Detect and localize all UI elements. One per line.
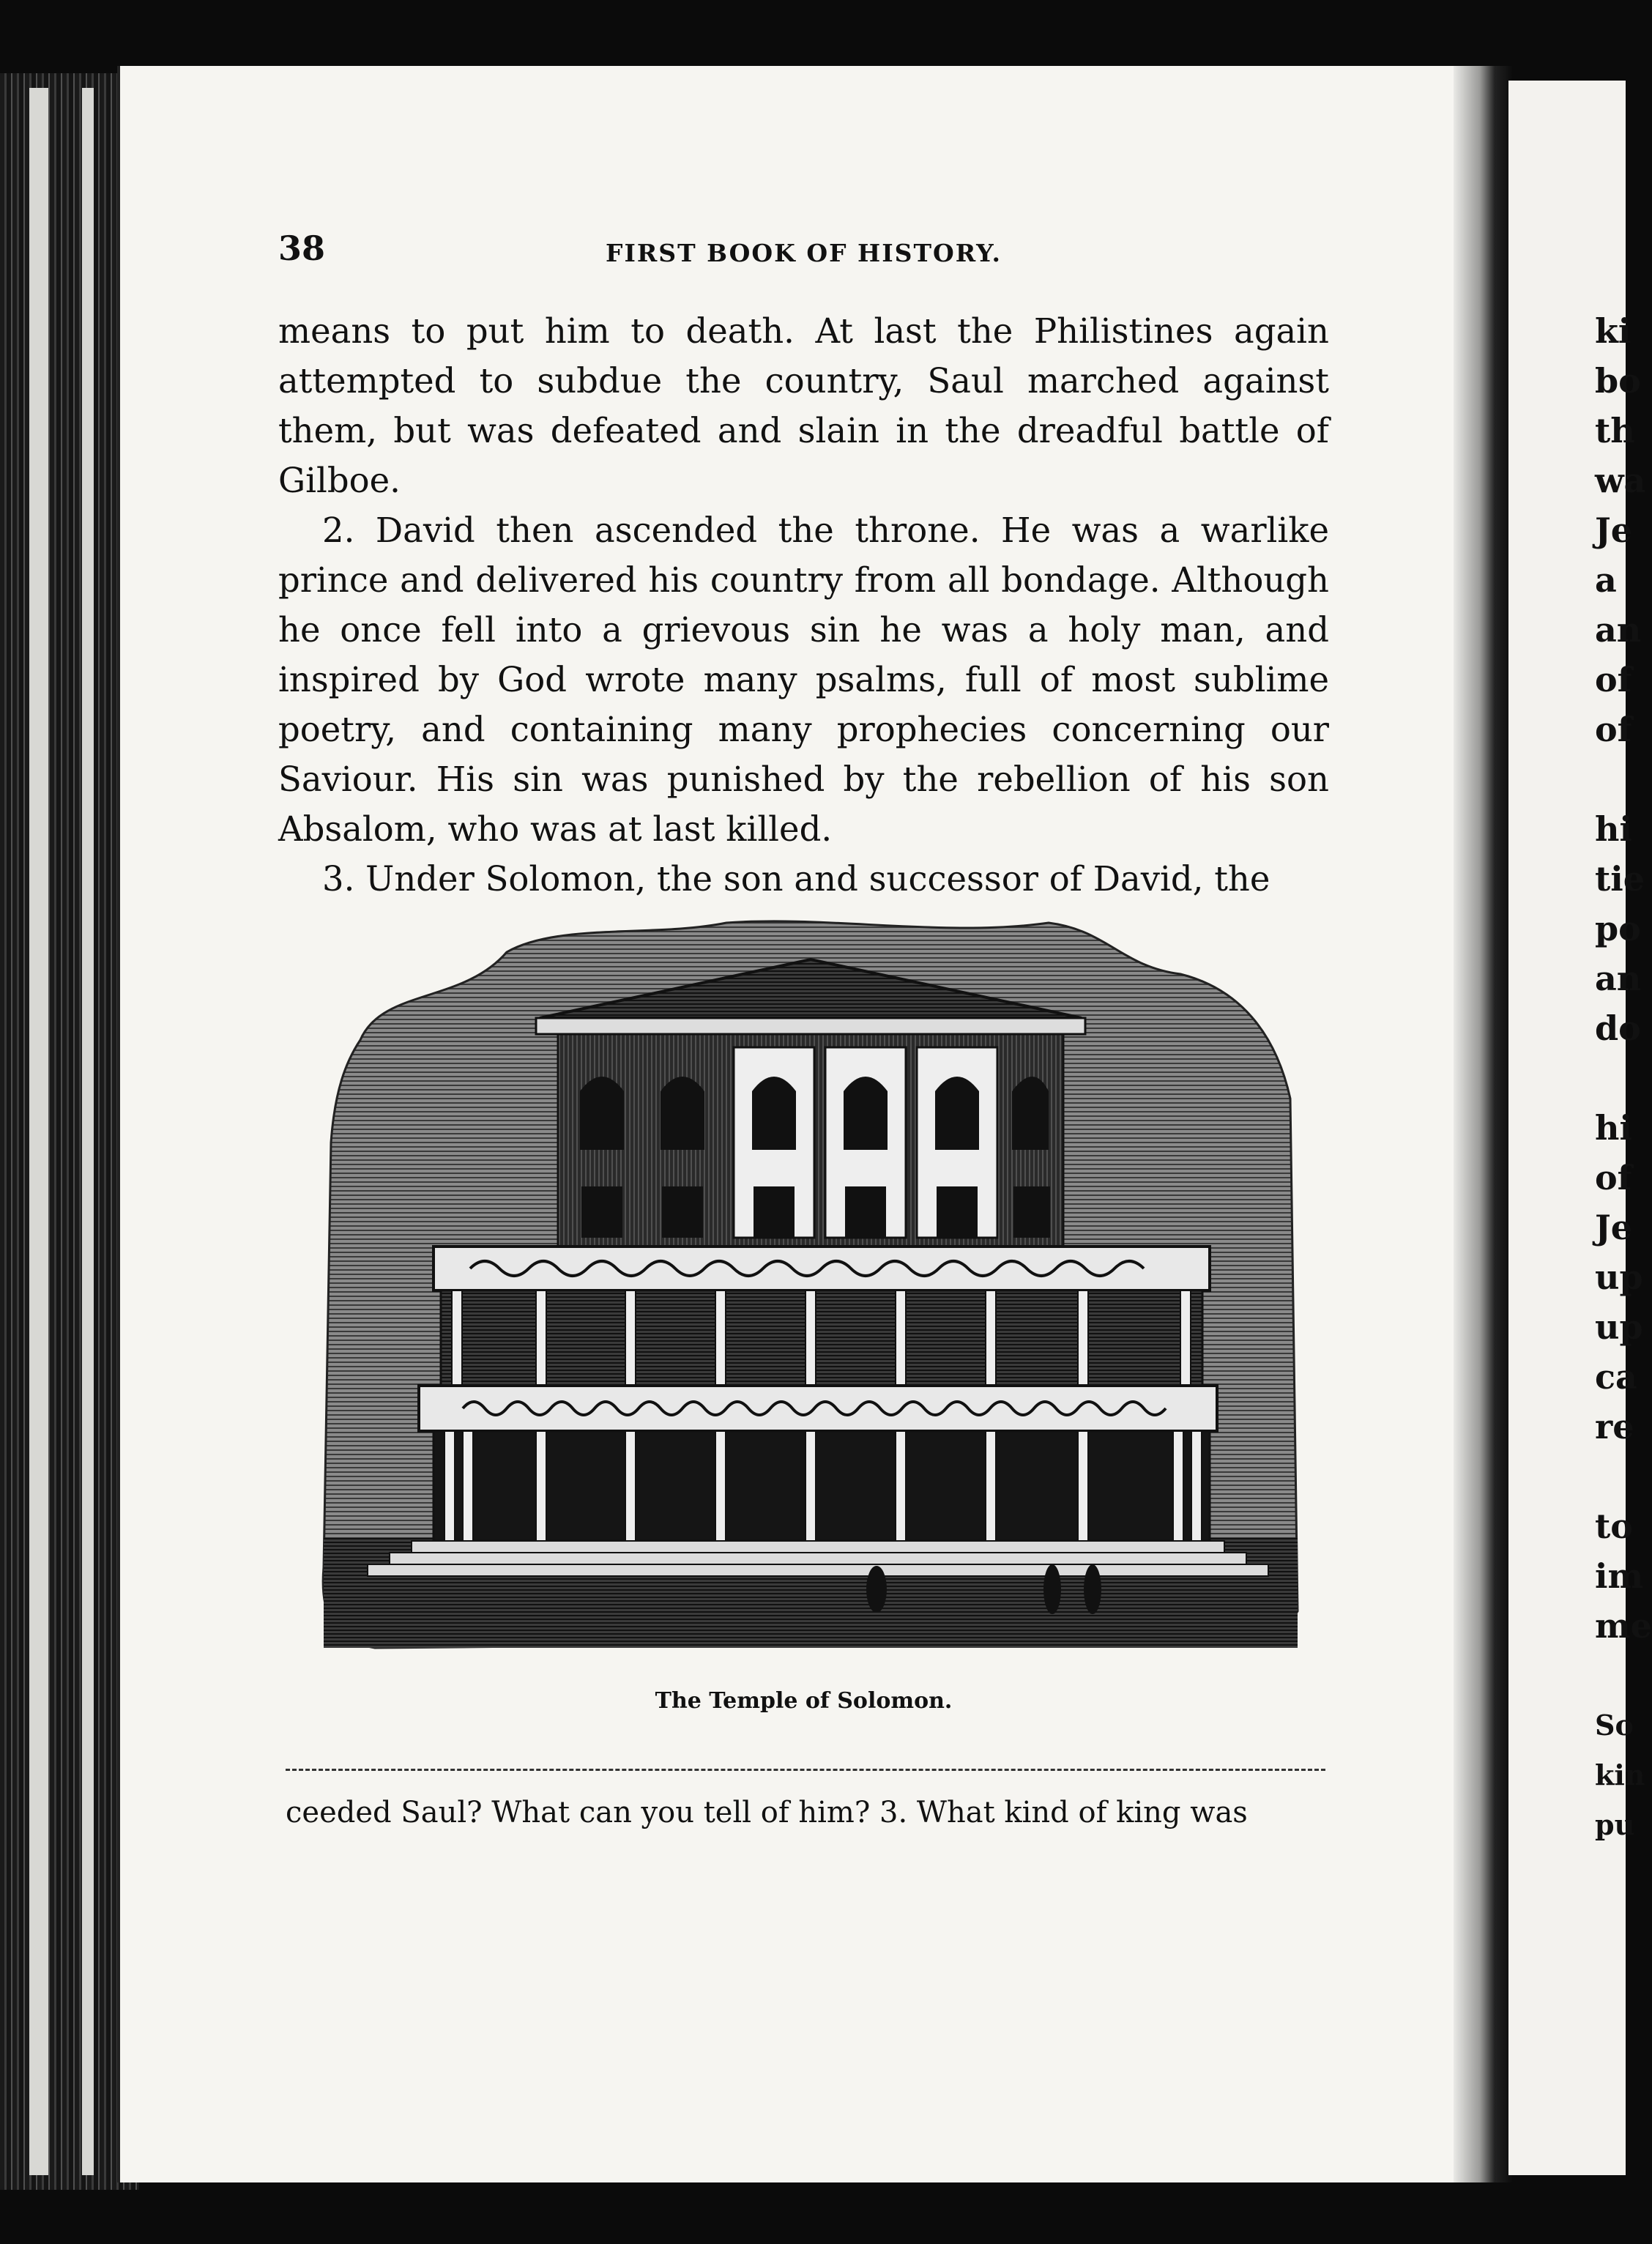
page-header: [278, 229, 1329, 272]
fragment: to: [1595, 1506, 1633, 1546]
fragment: [1595, 754, 1626, 804]
fragment: kin: [1595, 1758, 1645, 1791]
page-edge-light: [82, 88, 94, 2175]
dashed-divider: [286, 1769, 1325, 1771]
page-number: 38: [278, 229, 326, 268]
fragment: ki: [1595, 311, 1631, 351]
fragment: pu: [1595, 1808, 1635, 1841]
paragraph-1: means to put him to death. At last the Philistines again attempted to subdue the country, Saul marched against them, but was defeated and slain in the dreadful battle of Gilboe.: [278, 311, 1329, 500]
paragraph-2: 2. David then ascended the throne. He was a warlike prince and delivered his country from all bondage. Although he once fell into a grievous sin he was a holy man, and inspired by God wrote many psalms, full of most sublime poetry, and containing many prophecies concerning our Saviour. His sin was punished by the rebellion of his son Absalom, who was at last killed.: [278, 510, 1329, 849]
facing-page-fragments: [1595, 306, 1652, 1850]
fragment: an: [1595, 610, 1642, 650]
book-gutter: [1454, 66, 1512, 2182]
temple-engraving: [316, 908, 1305, 1677]
fragment: [1595, 1452, 1626, 1501]
fragment: of: [1595, 1158, 1632, 1197]
fragment: Je: [1595, 510, 1633, 550]
fragment: [1595, 1651, 1626, 1701]
fragment: me: [1595, 1606, 1652, 1646]
fragment: an: [1595, 959, 1642, 998]
fragment: a: [1595, 560, 1617, 600]
question-line: ceeded Saul? What can you tell of him? 3. What kind of king was: [286, 1796, 1248, 1829]
fragment: So: [1595, 1709, 1634, 1742]
fragment: po: [1595, 909, 1641, 948]
paragraph-3: 3. Under Solomon, the son and successor of David, the: [322, 859, 1270, 899]
fragment: up: [1595, 1257, 1643, 1297]
fragment: [1595, 1053, 1626, 1103]
page-edge-light: [29, 88, 48, 2175]
fragment: th: [1595, 411, 1635, 450]
body-text: [278, 306, 1329, 904]
fragment: of: [1595, 660, 1632, 699]
fragment: re: [1595, 1407, 1634, 1446]
fragment: tie: [1595, 859, 1645, 899]
fragment: hi: [1595, 1108, 1632, 1148]
fragment: of: [1595, 710, 1632, 749]
fragment: up: [1595, 1307, 1643, 1347]
fragment: do: [1595, 1008, 1641, 1048]
temple-engraving-illustration: [316, 908, 1305, 1677]
running-title: FIRST BOOK OF HISTORY.: [606, 239, 1002, 267]
fragment: wa: [1595, 461, 1646, 500]
fragment: hi: [1595, 809, 1632, 849]
fragment: Je: [1595, 1208, 1633, 1247]
fragment: im: [1595, 1556, 1644, 1596]
fragment: ca: [1595, 1357, 1637, 1397]
figure-caption: The Temple of Solomon.: [655, 1688, 953, 1714]
fragment: bo: [1595, 361, 1641, 401]
